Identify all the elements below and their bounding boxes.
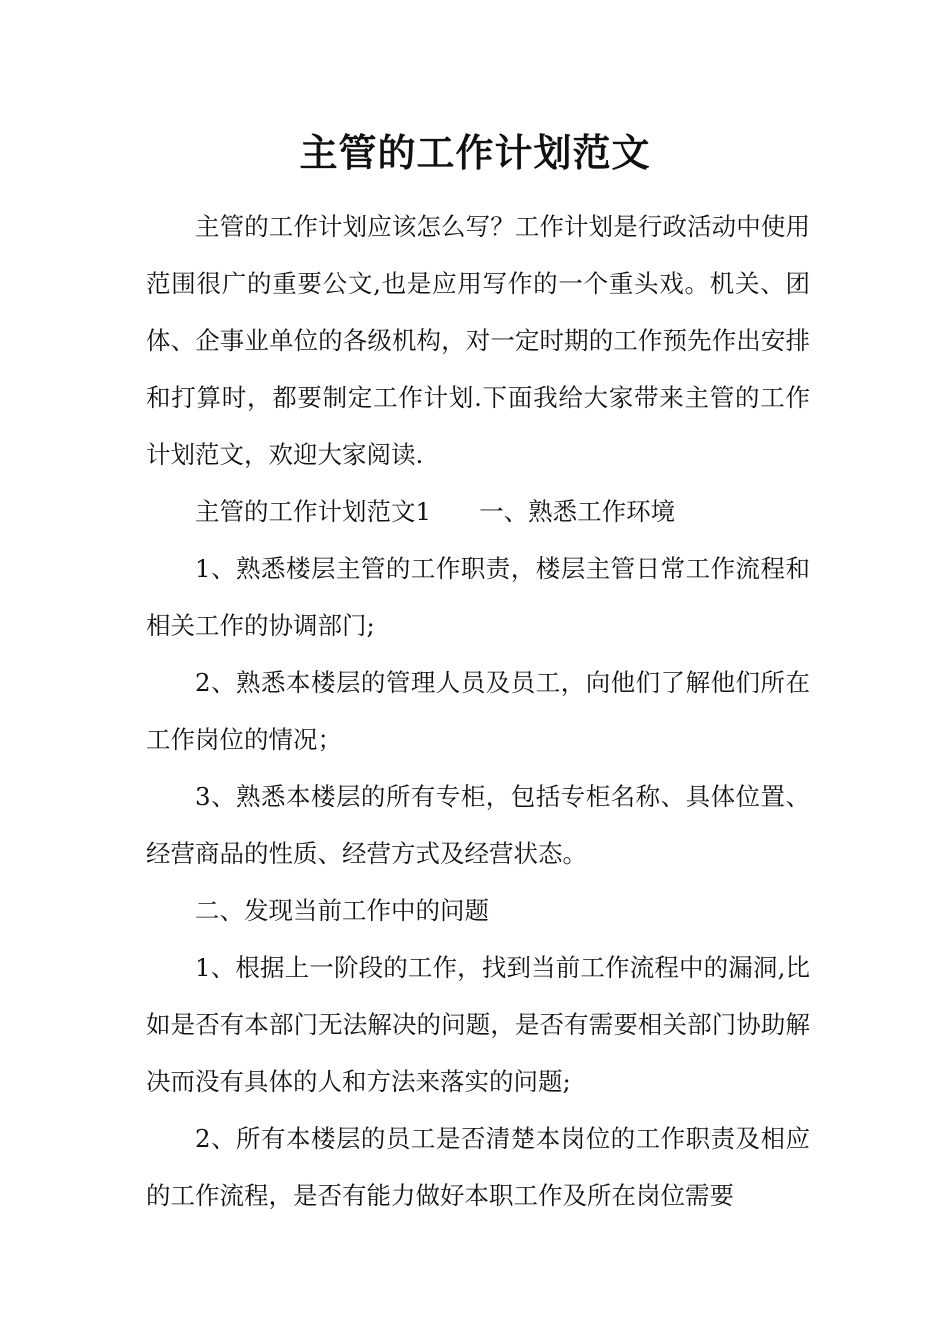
- document-title: 主管的工作计划范文: [299, 130, 651, 175]
- intro-paragraph: 主管的工作计划应该怎么写？工作计划是行政活动中使用范围很广的重要公文,也是应用写作的一个重头戏。机关、团体、企事业单位的各级机构，对一定时期的工作预先作出安排和打算时，都要制定工作计划.下面我给大家带来主管的工作计划范文，欢迎大家阅读.: [146, 212, 810, 469]
- sample-heading-line: [146, 483, 810, 540]
- section2-item-1: 1、根据上一阶段的工作，找到当前工作流程中的漏洞,比如是否有本部门无法解决的问题，是否有需要相关部门协助解决而没有具体的人和方法来落实的问题;: [146, 953, 810, 1096]
- section1-item-2: 2、熟悉本楼层的管理人员及员工，向他们了解他们所在工作岗位的情况；: [146, 668, 810, 754]
- section2-heading: 二、发现当前工作中的问题: [195, 896, 489, 925]
- sample-heading: 主管的工作计划范文1: [195, 497, 432, 526]
- section1-item-3: 3、熟悉本楼层的所有专柜，包括专柜名称、具体位置、经营商品的性质、经营方式及经营状态。: [146, 782, 810, 868]
- section2-item-2: 2、所有本楼层的员工是否清楚本岗位的工作职责及相应的工作流程，是否有能力做好本职工作及所在岗位需要: [146, 1124, 810, 1210]
- section1-heading: 一、熟悉工作环境: [479, 497, 676, 526]
- document-body: [146, 198, 810, 1224]
- section1-item-1: 1、熟悉楼层主管的工作职责，楼层主管日常工作流程和相关工作的协调部门;: [146, 554, 810, 640]
